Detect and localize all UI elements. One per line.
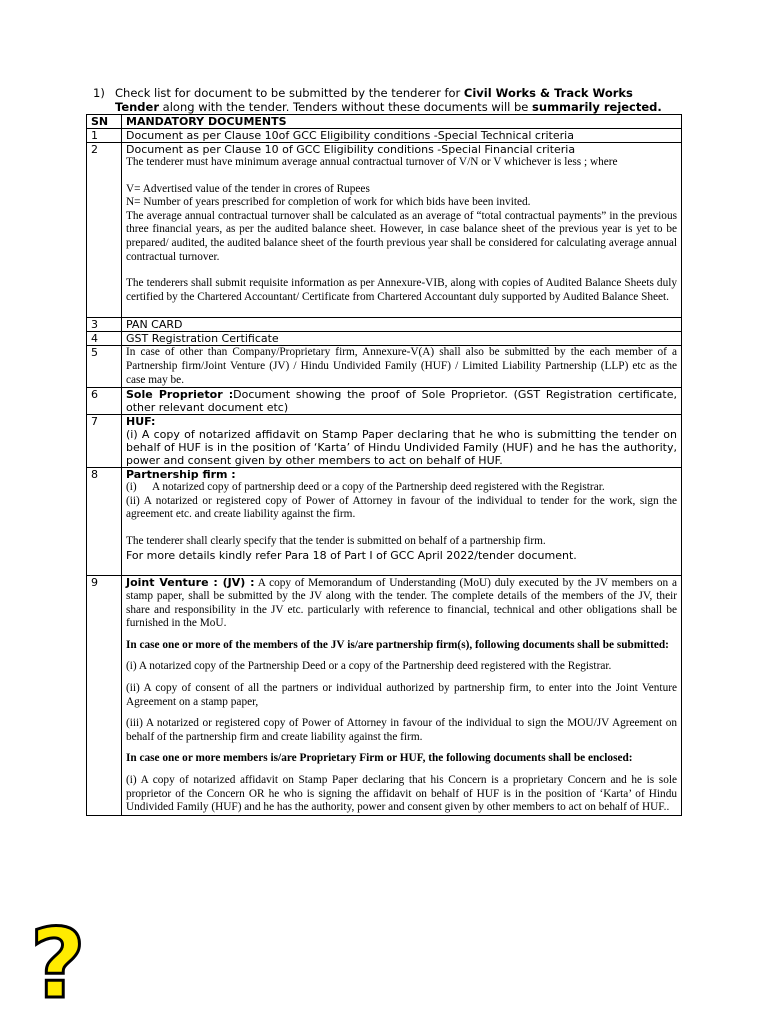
header-title: MANDATORY DOCUMENTS: [122, 115, 682, 129]
row-sn: 6: [87, 388, 122, 415]
row-paragraph: (i) A copy of notarized affidavit on Stamp Paper declaring that his Concern is a proprietary Concern and he is sole proprietor of the Concern OR he who is signing the affidavit on behalf of HUF is in the position of ‘Karta’ of Hindu Undivided Family (HUF) and he has the authority, power and consent given by other members to act on behalf of HUF..: [126, 774, 677, 814]
table-row: [87, 415, 682, 468]
row-subheading: In case one or more members is/are Proprietary Firm or HUF, the following documents shall be enclosed:: [126, 752, 633, 765]
row-paragraph: For more details kindly refer Para 18 of Part I of GCC April 2022/tender document.: [126, 548, 577, 562]
intro-bold-c: summarily rejected.: [532, 100, 662, 114]
table-row: [87, 388, 682, 415]
row-text: PAN CARD: [122, 318, 682, 332]
table-row: [87, 575, 682, 815]
intro-text-b: along with the tender. Tenders without these documents will be: [159, 100, 533, 114]
row-content: [122, 468, 682, 575]
row-text: In case of other than Company/Proprietary firm, Annexure-V(A) shall also be submitted by the each member of a Partnership firm/Joint Venture (JV) / Hindu Undivided Family (HUF) / Limited Liability Partnership (LLP) etc as the case may be.: [122, 346, 682, 388]
row-label: Partnership firm :: [126, 468, 236, 482]
row-text: Document as per Clause 10of GCC Eligibility conditions -Special Technical criteria: [122, 129, 682, 143]
table-row: [87, 129, 682, 143]
row-subheading: In case one or more of the members of the JV is/are partnership firm(s), following documents shall be submitted:: [126, 638, 669, 651]
header-sn: SN: [87, 115, 122, 129]
row-intro: [126, 576, 677, 631]
intro-number: 1): [93, 86, 105, 100]
table-row: [87, 332, 682, 346]
row-paragraph: (ii) A notarized or registered copy of Power of Attorney in favour of the individual to tender for the work, sign the agreement etc. and create liability against the firm.: [126, 494, 677, 521]
row-sn: 4: [87, 332, 122, 346]
item-number: (i): [126, 481, 137, 494]
row-text: (i) A copy of notarized affidavit on Stamp Paper declaring that he who is submitting the tender on behalf of HUF is in the position of ‘Karta’ of Hindu Undivided Family (HUF) and he has the authority, power and consent given by other members to act on behalf of HUF.: [126, 428, 677, 468]
row-paragraph: V= Advertised value of the tender in crores of Rupees: [126, 182, 370, 195]
row-paragraph: (i) A notarized copy of the Partnership Deed or a copy of the Partnership deed registered with the Registrar.: [126, 660, 612, 673]
row-paragraph: N= Number of years prescribed for completion of work for which bids have been invited.: [126, 196, 531, 209]
row-sn: 5: [87, 346, 122, 388]
row-title: Document as per Clause 10 of GCC Eligibility conditions -Special Financial criteria: [126, 143, 576, 156]
row-sn: 3: [87, 318, 122, 332]
intro-bold-a: Civil Works & Track Works: [463, 86, 633, 100]
row-paragraph: The tenderer shall clearly specify that the tender is submitted on behalf of a partnership firm.: [126, 534, 546, 547]
row-text: Document showing the proof of Sole Proprietor. (GST Registration certificate, other relevant document etc): [126, 388, 677, 415]
documents-table: [86, 114, 682, 816]
table-header-row: [87, 115, 682, 129]
row-label: HUF:: [126, 415, 156, 429]
row-paragraph: The tenderer must have minimum average annual contractual turnover of V/N or V whichever is less ; where: [126, 156, 618, 168]
row-text: GST Registration Certificate: [122, 332, 682, 346]
row-item-i: [126, 481, 677, 495]
row-sn: 8: [87, 468, 122, 575]
intro-text-a: Check list for document to be submitted by the tenderer for: [115, 86, 464, 100]
row-sn: 9: [87, 575, 122, 815]
row-sn: 2: [87, 143, 122, 318]
intro-bold-b: Tender: [115, 100, 160, 114]
row-sn: 1: [87, 129, 122, 143]
row-paragraph: (ii) A copy of consent of all the partners or individual authorized by partnership firm, to enter into the Joint Venture Agreement on a stamp paper,: [126, 682, 677, 708]
row-label: Joint Venture : (JV) :: [126, 575, 255, 589]
table-row: [87, 318, 682, 332]
row-content: [122, 388, 682, 415]
row-content: [122, 575, 682, 815]
item-text: A notarized copy of partnership deed or a copy of the Partnership deed registered with the Registrar.: [152, 481, 605, 494]
row-paragraph: The average annual contractual turnover shall be calculated as an average of “total contractual payments” in the previous three financial years, as per the audited balance sheet. However, in case balance sheet of the previous year is yet to be prepared/ audited, the audited balance sheet of the fourth previous year shall be considered for calculating average annual contractual turnover.: [126, 209, 677, 263]
table-row: [87, 468, 682, 575]
row-paragraph: The tenderers shall submit requisite information as per Annexure-VIB, along with copies of Audited Balance Sheets duly certified by the Chartered Accountant/ Certificate from Chartered Accountant duly supported by Audited Balance Sheet.: [126, 277, 677, 303]
row-text: A copy of Memorandum of Understanding (MoU) duly executed by the JV members on a stamp paper, shall be submitted by the JV along with the tender. The complete details of the members of the JV, their share and responsibility in the JV etc. particularly with reference to financial, technical and other obligations shall be furnished in the MoU.: [126, 576, 678, 630]
intro-paragraph: [93, 86, 683, 114]
table-row: [87, 143, 682, 318]
question-mark-icon: ?: [30, 908, 86, 1020]
row-content: [122, 143, 682, 318]
table-row: [87, 346, 682, 388]
row-content: [122, 415, 682, 468]
row-sn: 7: [87, 415, 122, 468]
row-paragraph: (iii) A notarized or registered copy of Power of Attorney in favour of the individual to sign the MOU/JV Agreement on behalf of the partnership firm and create liability against the firm.: [126, 717, 677, 743]
row-label: Sole Proprietor :: [126, 388, 234, 402]
